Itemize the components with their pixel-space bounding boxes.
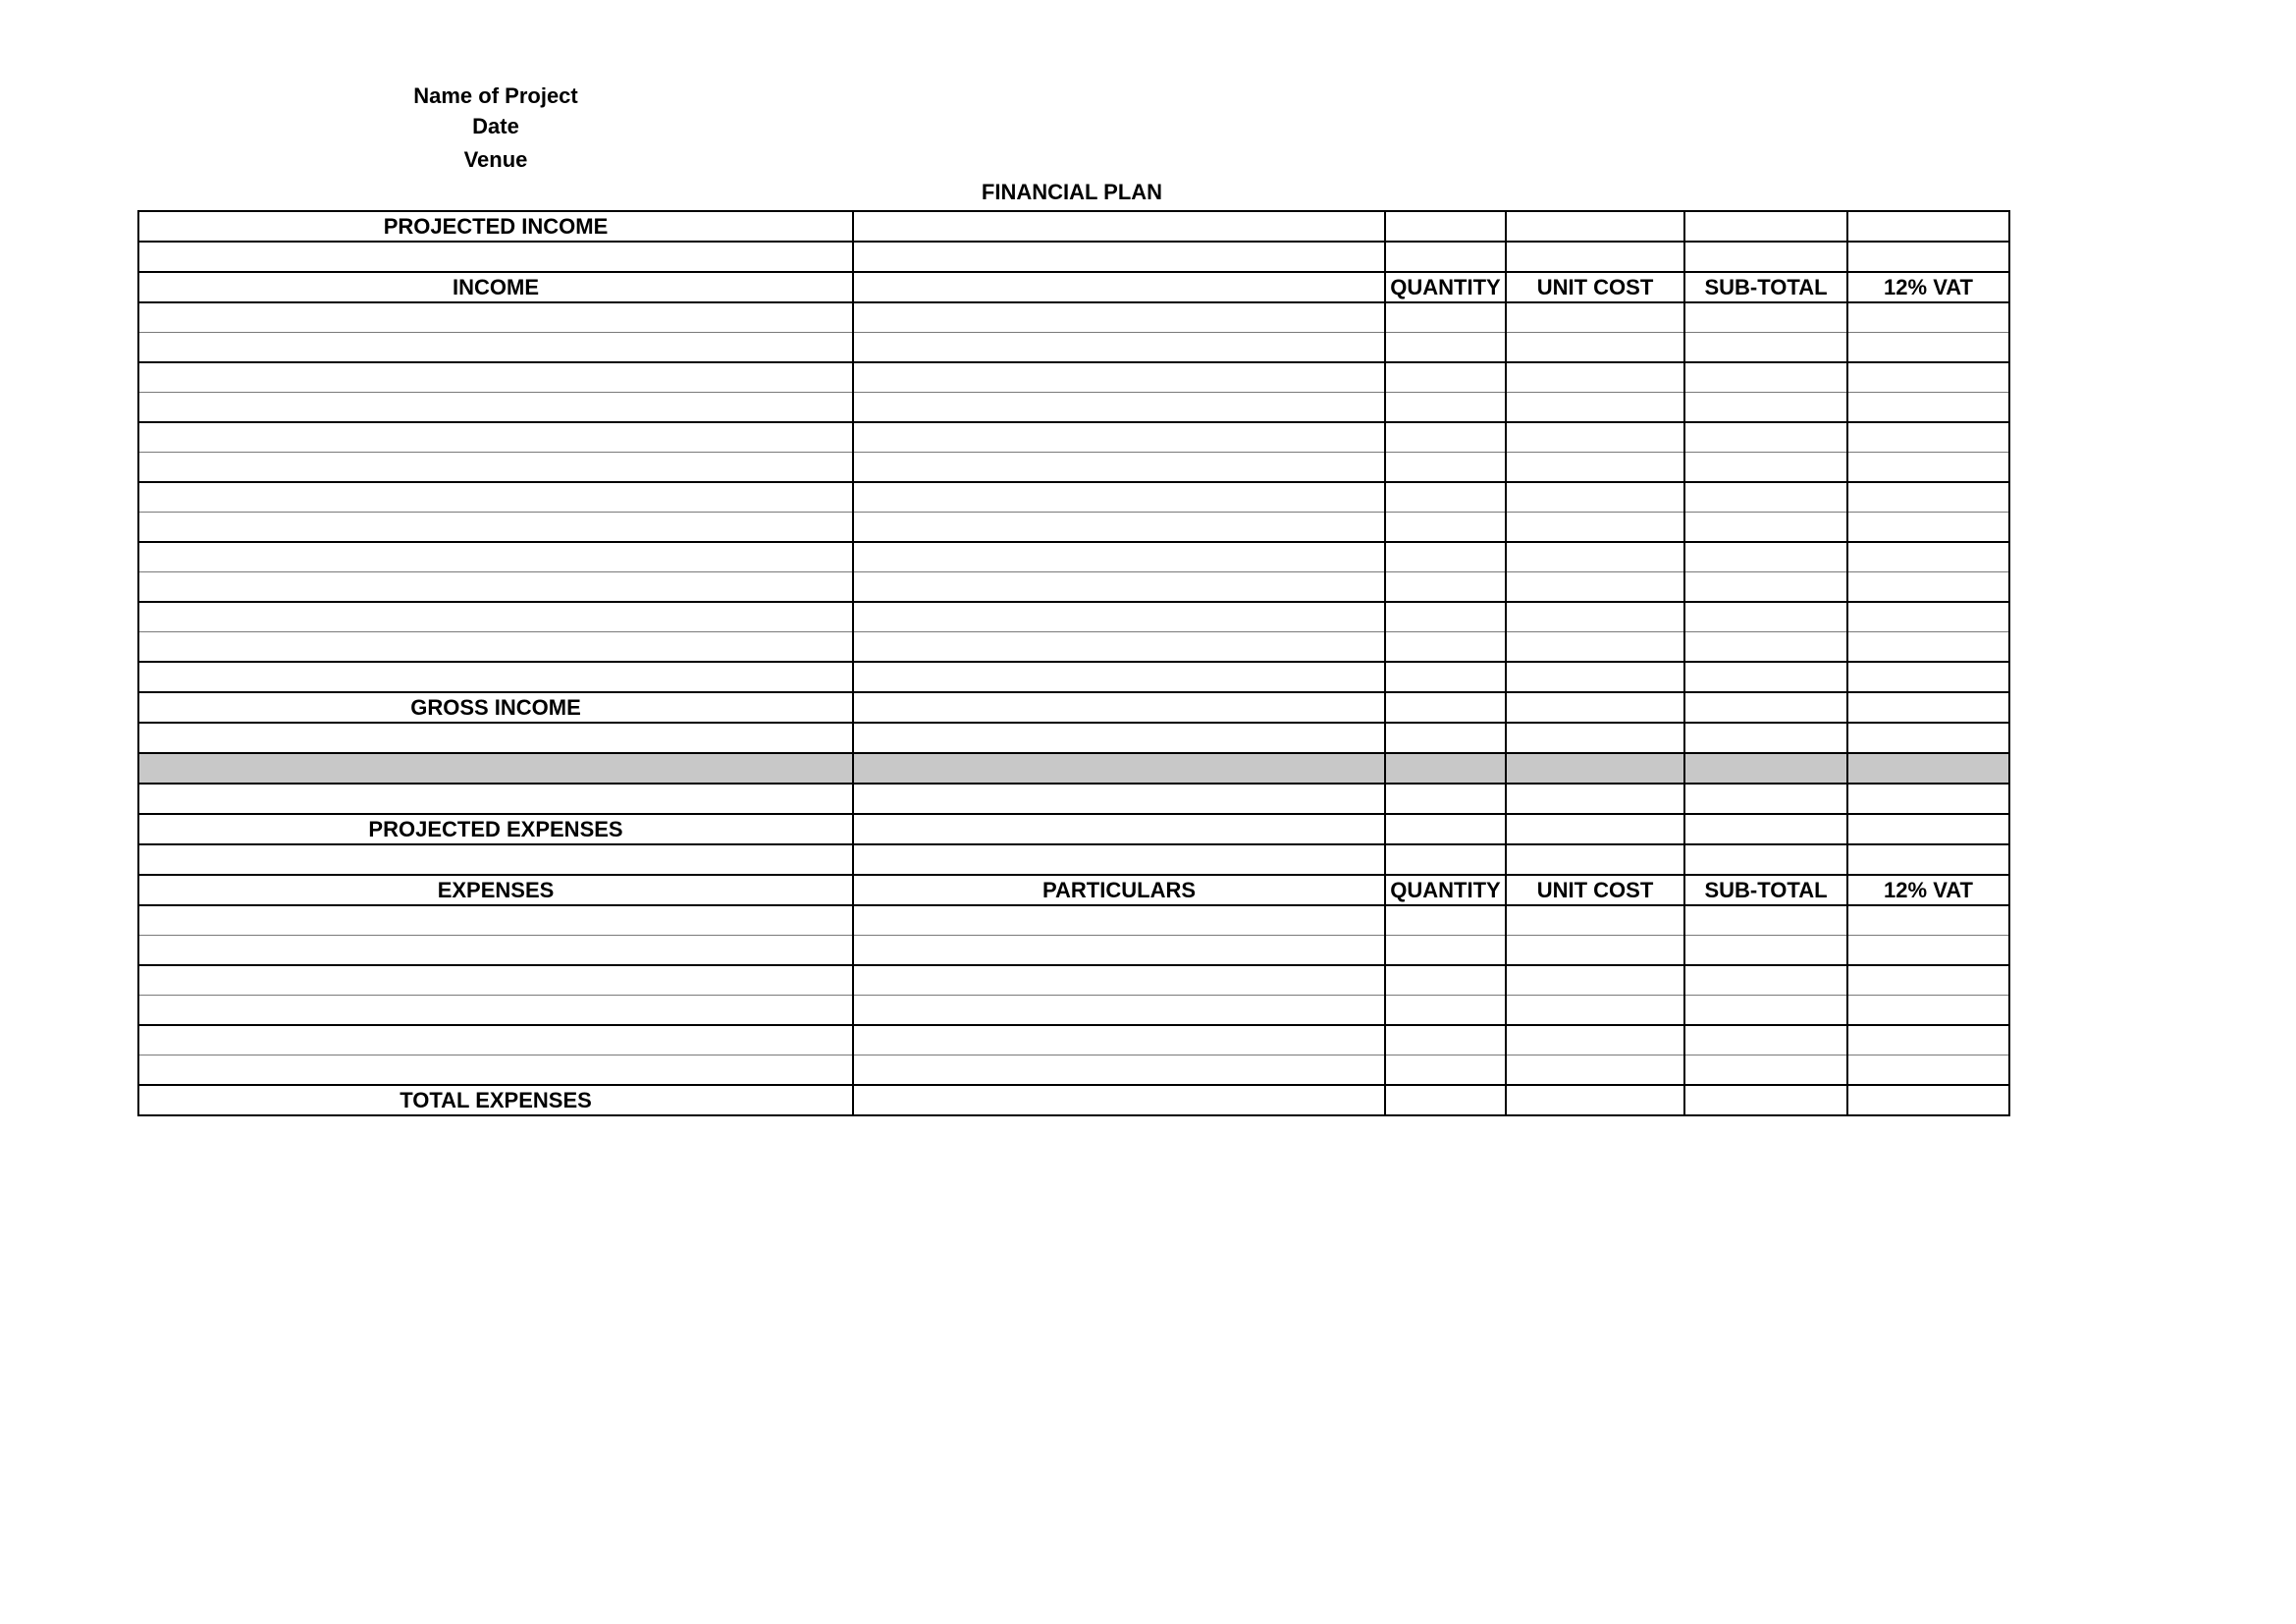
table-cell <box>138 965 853 996</box>
table-row <box>138 844 2009 875</box>
table-cell <box>1847 302 2009 333</box>
table-row <box>138 723 2009 753</box>
table-cell <box>1847 453 2009 483</box>
table-cell <box>1506 302 1684 333</box>
table-cell <box>1385 302 1506 333</box>
table-cell <box>1385 513 1506 543</box>
table-row <box>138 242 2009 272</box>
income-col-blank <box>853 272 1385 302</box>
table-cell <box>1847 572 2009 603</box>
table-cell <box>1847 662 2009 692</box>
table-row <box>138 302 2009 333</box>
table-cell <box>1847 753 2009 784</box>
table-row <box>138 996 2009 1026</box>
table-cell <box>1385 1025 1506 1056</box>
table-cell <box>1847 362 2009 393</box>
venue-label: Venue <box>463 147 528 172</box>
table-cell <box>1684 302 1847 333</box>
table-cell <box>1385 1085 1506 1115</box>
table-cell <box>1506 723 1684 753</box>
table-cell <box>1684 632 1847 663</box>
table-cell <box>1506 905 1684 936</box>
table-cell <box>1847 965 2009 996</box>
table-row <box>138 572 2009 603</box>
table-cell <box>1684 662 1847 692</box>
table-cell <box>138 723 853 753</box>
table-cell <box>1684 422 1847 453</box>
table-cell <box>1684 844 1847 875</box>
table-cell <box>1684 362 1847 393</box>
table-cell <box>1385 936 1506 966</box>
table-cell <box>853 844 1385 875</box>
income-header-row <box>138 272 2009 302</box>
table-cell <box>1385 905 1506 936</box>
table-cell <box>1506 662 1684 692</box>
table-cell <box>1847 632 2009 663</box>
table-cell <box>1506 814 1684 844</box>
table-row <box>138 513 2009 543</box>
table-cell <box>138 1056 853 1086</box>
table-cell <box>1847 723 2009 753</box>
table-cell <box>1847 482 2009 513</box>
table-row <box>138 784 2009 814</box>
table-cell <box>1684 1025 1847 1056</box>
table-cell <box>1847 1025 2009 1056</box>
table-cell <box>1385 422 1506 453</box>
table-cell <box>1847 844 2009 875</box>
table-cell <box>1684 753 1847 784</box>
table-cell <box>1847 1085 2009 1115</box>
table-cell <box>853 422 1385 453</box>
projected-expenses-row <box>138 814 2009 844</box>
table-cell <box>853 1025 1385 1056</box>
quantity-col-header: QUANTITY <box>1385 272 1506 302</box>
table-cell <box>1684 965 1847 996</box>
table-cell <box>138 393 853 423</box>
table-cell <box>138 482 853 513</box>
table-cell <box>138 996 853 1026</box>
table-cell <box>1684 393 1847 423</box>
table-cell <box>1684 905 1847 936</box>
table-cell <box>1506 572 1684 603</box>
table-cell <box>1684 814 1847 844</box>
table-cell <box>1506 211 1684 242</box>
table-cell <box>853 362 1385 393</box>
expenses-header-row <box>138 875 2009 905</box>
financial-plan-table <box>137 210 2010 1116</box>
table-cell <box>1385 844 1506 875</box>
table-cell <box>1385 723 1506 753</box>
table-cell <box>853 905 1385 936</box>
table-cell <box>138 242 853 272</box>
table-cell <box>1385 362 1506 393</box>
table-cell <box>853 542 1385 572</box>
income-col-header: INCOME <box>138 272 853 302</box>
table-cell <box>1847 602 2009 632</box>
table-cell <box>138 362 853 393</box>
gross-income-label: GROSS INCOME <box>138 692 853 723</box>
table-cell <box>1385 211 1506 242</box>
table-cell <box>1847 996 2009 1026</box>
table-cell <box>1684 333 1847 363</box>
table-row <box>138 393 2009 423</box>
table-cell <box>1847 936 2009 966</box>
table-cell <box>853 723 1385 753</box>
table-cell <box>1385 602 1506 632</box>
table-cell <box>853 753 1385 784</box>
table-row <box>138 602 2009 632</box>
table-cell <box>853 965 1385 996</box>
project-name-label: Name of Project <box>413 83 578 108</box>
table-cell <box>853 632 1385 663</box>
table-cell <box>853 453 1385 483</box>
table-cell <box>1847 422 2009 453</box>
table-cell <box>1847 211 2009 242</box>
table-cell <box>1506 542 1684 572</box>
table-cell <box>1385 784 1506 814</box>
table-cell <box>1847 513 2009 543</box>
table-cell <box>138 936 853 966</box>
table-row <box>138 1025 2009 1056</box>
table-cell <box>138 905 853 936</box>
sub-total-col-header: SUB-TOTAL <box>1684 272 1847 302</box>
table-cell <box>1506 362 1684 393</box>
table-cell <box>138 513 853 543</box>
table-cell <box>1684 482 1847 513</box>
table-cell <box>138 572 853 603</box>
table-cell <box>1385 542 1506 572</box>
table-cell <box>1506 692 1684 723</box>
projected-expenses-label: PROJECTED EXPENSES <box>138 814 853 844</box>
table-cell <box>1847 692 2009 723</box>
table-cell <box>138 784 853 814</box>
table-cell <box>853 482 1385 513</box>
table-cell <box>1684 784 1847 814</box>
table-cell <box>1847 542 2009 572</box>
table-row <box>138 482 2009 513</box>
table-cell <box>1385 965 1506 996</box>
table-cell <box>1684 1085 1847 1115</box>
table-cell <box>1506 242 1684 272</box>
table-cell <box>1684 723 1847 753</box>
table-cell <box>1506 753 1684 784</box>
table-row <box>138 453 2009 483</box>
vat-col-header: 12% VAT <box>1847 875 2009 905</box>
table-cell <box>1506 333 1684 363</box>
table-row <box>138 905 2009 936</box>
table-cell <box>1684 542 1847 572</box>
table-cell <box>1506 393 1684 423</box>
table-cell <box>853 242 1385 272</box>
table-cell <box>853 333 1385 363</box>
table-row <box>138 333 2009 363</box>
table-cell <box>1506 844 1684 875</box>
table-cell <box>1506 1085 1684 1115</box>
table-cell <box>1506 936 1684 966</box>
table-cell <box>138 632 853 663</box>
table-cell <box>1684 692 1847 723</box>
table-cell <box>1506 422 1684 453</box>
table-cell <box>1506 784 1684 814</box>
table-cell <box>138 422 853 453</box>
total-expenses-row <box>138 1085 2009 1115</box>
table-cell <box>1684 936 1847 966</box>
table-cell <box>853 1056 1385 1086</box>
particulars-col-header: PARTICULARS <box>853 875 1385 905</box>
table-cell <box>1385 996 1506 1026</box>
vat-col-header: 12% VAT <box>1847 272 2009 302</box>
table-cell <box>1684 1056 1847 1086</box>
table-cell <box>1847 333 2009 363</box>
table-cell <box>853 602 1385 632</box>
table-cell <box>1684 242 1847 272</box>
table-cell <box>853 302 1385 333</box>
separator-row <box>138 753 2009 784</box>
table-cell <box>853 692 1385 723</box>
table-cell <box>1385 333 1506 363</box>
table-cell <box>1684 211 1847 242</box>
table-cell <box>1385 662 1506 692</box>
unit-cost-col-header: UNIT COST <box>1506 875 1684 905</box>
table-cell <box>138 662 853 692</box>
table-cell <box>853 936 1385 966</box>
table-cell <box>1506 513 1684 543</box>
table-cell <box>853 572 1385 603</box>
table-cell <box>138 542 853 572</box>
table-cell <box>853 513 1385 543</box>
table-cell <box>138 602 853 632</box>
table-cell <box>1847 905 2009 936</box>
projected-income-label: PROJECTED INCOME <box>138 211 853 242</box>
table-cell <box>138 453 853 483</box>
table-cell <box>1385 1056 1506 1086</box>
table-row <box>138 936 2009 966</box>
table-cell <box>138 753 853 784</box>
page-title: FINANCIAL PLAN <box>981 180 1163 204</box>
table-row <box>138 965 2009 996</box>
table-cell <box>853 1085 1385 1115</box>
sub-total-col-header: SUB-TOTAL <box>1684 875 1847 905</box>
table-cell <box>1847 242 2009 272</box>
table-cell <box>853 784 1385 814</box>
projected-income-row <box>138 211 2009 242</box>
table-cell <box>853 996 1385 1026</box>
table-cell <box>1506 632 1684 663</box>
table-cell <box>1684 453 1847 483</box>
table-cell <box>1684 996 1847 1026</box>
table-row <box>138 542 2009 572</box>
table-cell <box>853 393 1385 423</box>
table-cell <box>1506 1056 1684 1086</box>
table-cell <box>1847 814 2009 844</box>
unit-cost-col-header: UNIT COST <box>1506 272 1684 302</box>
table-row <box>138 1056 2009 1086</box>
table-cell <box>1385 482 1506 513</box>
table-cell <box>138 844 853 875</box>
table-cell <box>138 1025 853 1056</box>
table-cell <box>1506 1025 1684 1056</box>
expenses-col-header: EXPENSES <box>138 875 853 905</box>
table-cell <box>1847 393 2009 423</box>
table-cell <box>1506 482 1684 513</box>
table-cell <box>1385 814 1506 844</box>
table-row <box>138 362 2009 393</box>
table-cell <box>1385 753 1506 784</box>
table-row <box>138 632 2009 663</box>
table-cell <box>1684 513 1847 543</box>
gross-income-row <box>138 692 2009 723</box>
table-cell <box>853 814 1385 844</box>
table-cell <box>853 211 1385 242</box>
table-cell <box>138 333 853 363</box>
total-expenses-label: TOTAL EXPENSES <box>138 1085 853 1115</box>
table-cell <box>1506 996 1684 1026</box>
table-cell <box>1506 965 1684 996</box>
quantity-col-header: QUANTITY <box>1385 875 1506 905</box>
table-cell <box>1385 632 1506 663</box>
table-cell <box>1506 453 1684 483</box>
table-cell <box>1385 242 1506 272</box>
table-cell <box>1847 784 2009 814</box>
table-cell <box>138 302 853 333</box>
table-cell <box>1506 602 1684 632</box>
table-cell <box>853 662 1385 692</box>
table-cell <box>1385 453 1506 483</box>
table-row <box>138 422 2009 453</box>
table-cell <box>1385 572 1506 603</box>
table-cell <box>1684 572 1847 603</box>
date-label: Date <box>472 114 519 138</box>
table-cell <box>1847 1056 2009 1086</box>
table-cell <box>1385 393 1506 423</box>
table-cell <box>1385 692 1506 723</box>
table-row <box>138 662 2009 692</box>
table-cell <box>1684 602 1847 632</box>
